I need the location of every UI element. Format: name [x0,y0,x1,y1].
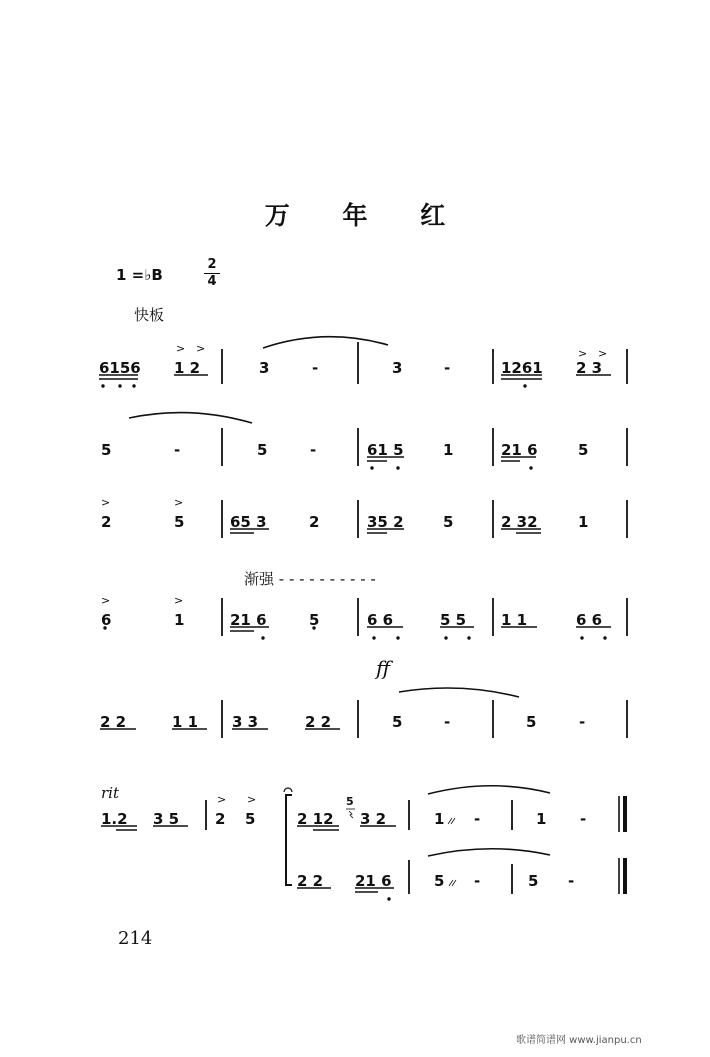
note: 3 [259,359,270,377]
key-equals: = [131,266,145,284]
note: 3 2 [360,810,387,828]
crescendo-marking: 渐强 - - - - - - - - - - [244,570,376,588]
fermata [284,788,292,792]
note: 5 [257,441,268,459]
accent: > [174,594,184,607]
ritardando-marking: rit [101,784,119,802]
note: 1261 [501,359,543,377]
system-bracket [286,795,292,885]
note: 2 2 [297,872,324,890]
dash: - [474,872,481,890]
accent: > [247,793,257,806]
page-number: 214 [118,928,153,949]
accent: > [196,342,206,355]
note: 5 [101,441,112,459]
dash: - [444,359,451,377]
note: 6156 [99,359,141,377]
grace-note: 5 [346,795,354,808]
dash: - [580,810,587,828]
accent: > [217,793,227,806]
barlines [206,342,627,894]
note: 5 [578,441,589,459]
note: 3 [392,359,403,377]
dash: - [579,713,586,731]
note: 5 5 [440,611,467,629]
accent: > [176,342,186,355]
note: 5 [392,713,403,731]
note: 21 6 [355,872,392,890]
note: 5 [434,872,445,890]
dash: - [312,359,319,377]
note: 2 2 [305,713,332,731]
note: 1 [578,513,589,531]
key-note: B [151,266,163,284]
note: 2 32 [501,513,538,531]
note: 6 [101,611,112,629]
time-signature-top: 2 [207,257,217,272]
tempo-marking: 快板 [134,306,165,324]
key-tonic: 1 [116,266,127,284]
dynamic-marking: ff [376,656,391,680]
note: 61 5 [367,441,404,459]
note: 5 [526,713,537,731]
note: 5 [443,513,454,531]
note: 35 2 [367,513,404,531]
ties [129,337,550,856]
note: 2 [215,810,226,828]
grace-stroke [349,811,353,818]
note: 1 [443,441,454,459]
accent: > [101,496,111,509]
dash: - [310,441,317,459]
note: 1 [536,810,547,828]
note: 5 [528,872,539,890]
accent: > [101,594,111,607]
note: 6 6 [367,611,394,629]
note: 2 3 [576,359,603,377]
note: 3 5 [153,810,180,828]
note: 1 1 [501,611,528,629]
watermark: 歌谱简谱网 www.jianpu.cn [516,1035,642,1046]
flat-sign: ♭ [144,266,152,284]
note: 6 6 [576,611,603,629]
accent: > [598,347,608,360]
note: 2 12 [297,810,334,828]
note: 5 [245,810,256,828]
song-title: 万 年 红 [264,201,468,230]
dash: - [174,441,181,459]
time-signature-bottom: 4 [207,274,217,289]
note: 2 [101,513,112,531]
note: 5 [309,611,320,629]
note: 1 [174,611,185,629]
note: 2 2 [100,713,127,731]
note: 1 1 [172,713,199,731]
note: 2 [309,513,320,531]
note: 5 [174,513,185,531]
note: 21 6 [501,441,538,459]
note: 21 6 [230,611,267,629]
note: 1.2 [101,810,128,828]
accent: > [174,496,184,509]
dash: - [568,872,575,890]
note: 1 2 [174,359,201,377]
note: 3 3 [232,713,259,731]
dash: - [444,713,451,731]
note: 1 [434,810,445,828]
accent: > [578,347,588,360]
final-barlines [619,796,627,894]
dash: - [474,810,481,828]
note: 65 3 [230,513,267,531]
